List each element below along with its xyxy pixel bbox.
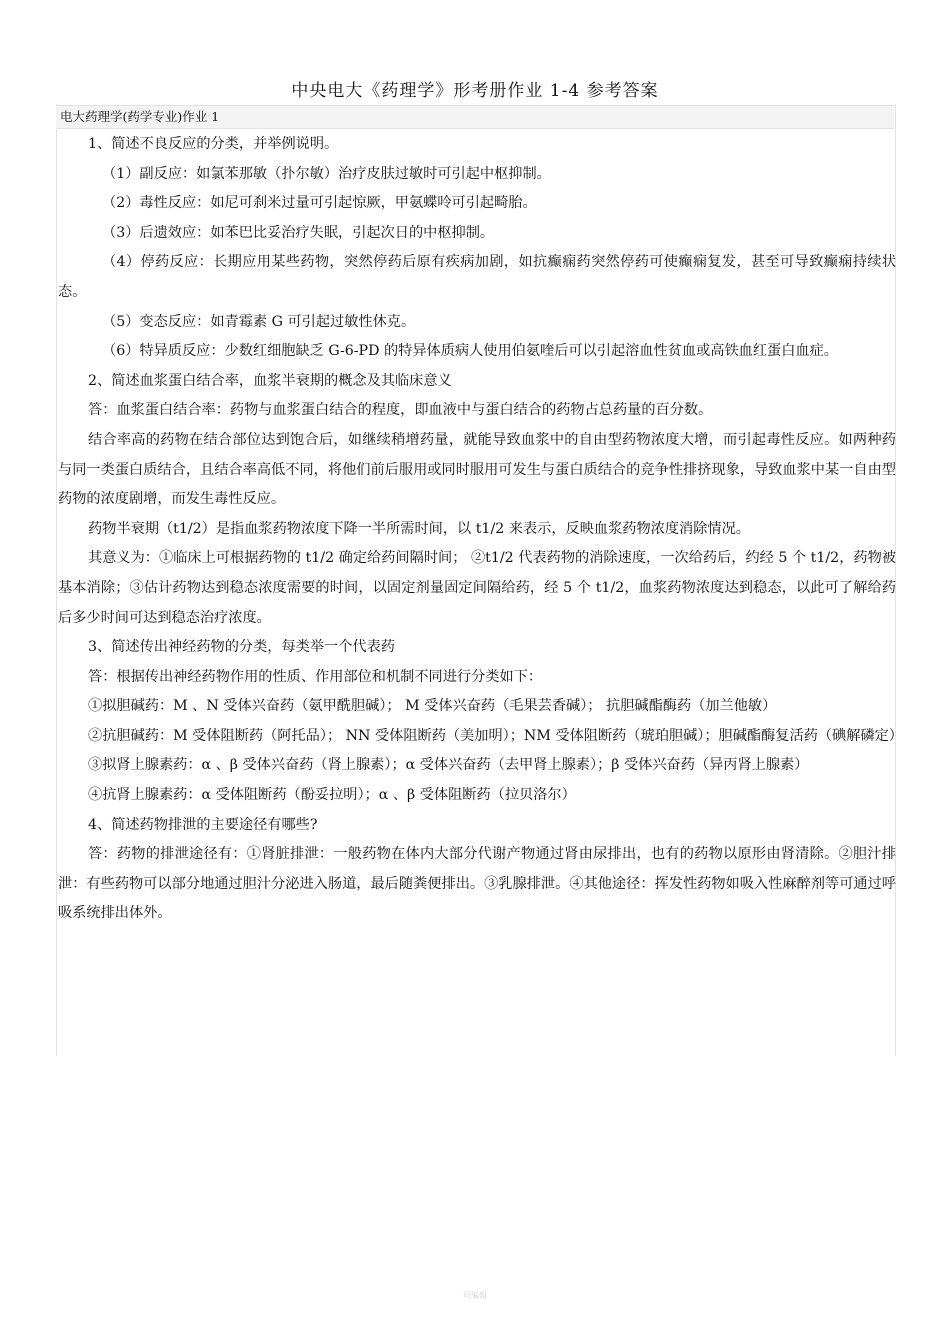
answer-item: （1）副反应：如氯苯那敏（扑尔敏）治疗皮肤过敏时可引起中枢抑制。 [102,165,551,182]
answer-paragraph: 其意义为：①临床上可根据药物的 t1/2 确定给药间隔时间； ②t1/2 代表药物的消除速度，一次给药后，约经 5 个 t1/2，药物被基本消除；③估计药物达到稳态浓度需要的时间，以固定剂量固定间隔给药，经 5 个 t1/2，血浆药物浓度达到稳态，以此可了解给药后多少时间可达到稳态治疗浓度。 [58,550,896,626]
question-4: 4、简述药物排泄的主要途径有哪些? [88,816,318,833]
answer-paragraph: ④抗肾上腺素药：α 受体阻断药（酚妥拉明）；α 、β 受体阻断药（拉贝洛尔） [88,787,576,804]
section-header-label: 电大药理学(药学专业)作业 1 [60,109,220,124]
answer-item: （6）特异质反应：少数红细胞缺乏 G-6-PD 的特异体质病人使用伯氨喹后可以引起溶血性贫血或高铁血红蛋白血症。 [102,343,838,360]
question-1: 1、简述不良反应的分类，并举例说明。 [88,136,339,152]
document-title: 中央电大《药理学》形考册作业 1-4 参考答案 [291,81,659,101]
answer-body [58,130,903,929]
answer-item: （2）毒性反应：如尼可刹米过量可引起惊厥，甲氨蝶呤可引起畸胎。 [102,195,537,212]
answer-item: （3）后遗效应：如苯巴比妥治疗失眠，引起次日的中枢抑制。 [102,224,495,241]
answer-paragraph: 答：药物的排泄途径有：①肾脏排泄：一般药物在体内大部分代谢产物通过肾由尿排出，也有的药物以原形由肾清除。②胆汁排泄：有些药物可以部分地通过胆汁分泌进入肠道，最后随粪便排出。③乳腺排泄。④其他途径：挥发性药物如吸入性麻醉剂等可通过呼吸系统排出体外。 [58,846,896,922]
answer-paragraph: 结合率高的药物在结合部位达到饱合后，如继续稍增药量，就能导致血浆中的自由型药物浓度大增，而引起毒性反应。如两种药与同一类蛋白质结合，且结合率高低不同，将他们前后服用或同时服用可发生与蛋白质结合的竞争性排挤现象，导致血浆中某一自由型药物的浓度剧增，而发生毒性反应。 [58,431,896,508]
question-3: 3、简述传出神经药物的分类，每类举一个代表药 [88,639,395,656]
section-header [56,105,894,129]
answer-paragraph: 药物半衰期（t1/2）是指血浆药物浓度下降一半所需时间，以 t1/2 来表示，反映血浆药物浓度消除情况。 [88,520,750,537]
answer-paragraph: ②抗胆碱药：M 受体阻断药（阿托品）； NN 受体阻断药（美加明）；NM 受体阻断药（琥珀胆碱）；胆碱酯酶复活药（碘解磷定） [88,727,903,744]
answer-item: （4）停药反应：长期应用某些药物，突然停药后原有疾病加剧，如抗癫痫药突然停药可使癫痫复发，甚至可导致癫痫持续状态。 [58,254,896,300]
question-2: 2、简述血浆蛋白结合率，血浆半衰期的概念及其临床意义 [88,372,452,389]
answer-paragraph: ③拟肾上腺素药：α 、β 受体兴奋药（肾上腺素）；α 受体兴奋药（去甲肾上腺素）；β 受体兴奋药（异丙肾上腺素） [88,757,809,774]
answer-item: （5）变态反应：如青霉素 G 可引起过敏性休克。 [102,313,416,330]
answer-paragraph: 答：血浆蛋白结合率：药物与血浆蛋白结合的程度，即血液中与蛋白结合的药物占总药量的百分数。 [88,402,713,419]
answer-paragraph: 答：根据传出神经药物作用的性质、作用部位和机制不同进行分类如下： [88,668,543,685]
page-footer: 可编辑 [463,1291,487,1300]
answer-paragraph: ①拟胆碱药：M 、N 受体兴奋药（氨甲酰胆碱）； M 受体兴奋药（毛果芸香碱）； 抗胆碱酯酶药（加兰他敏） [88,698,777,715]
